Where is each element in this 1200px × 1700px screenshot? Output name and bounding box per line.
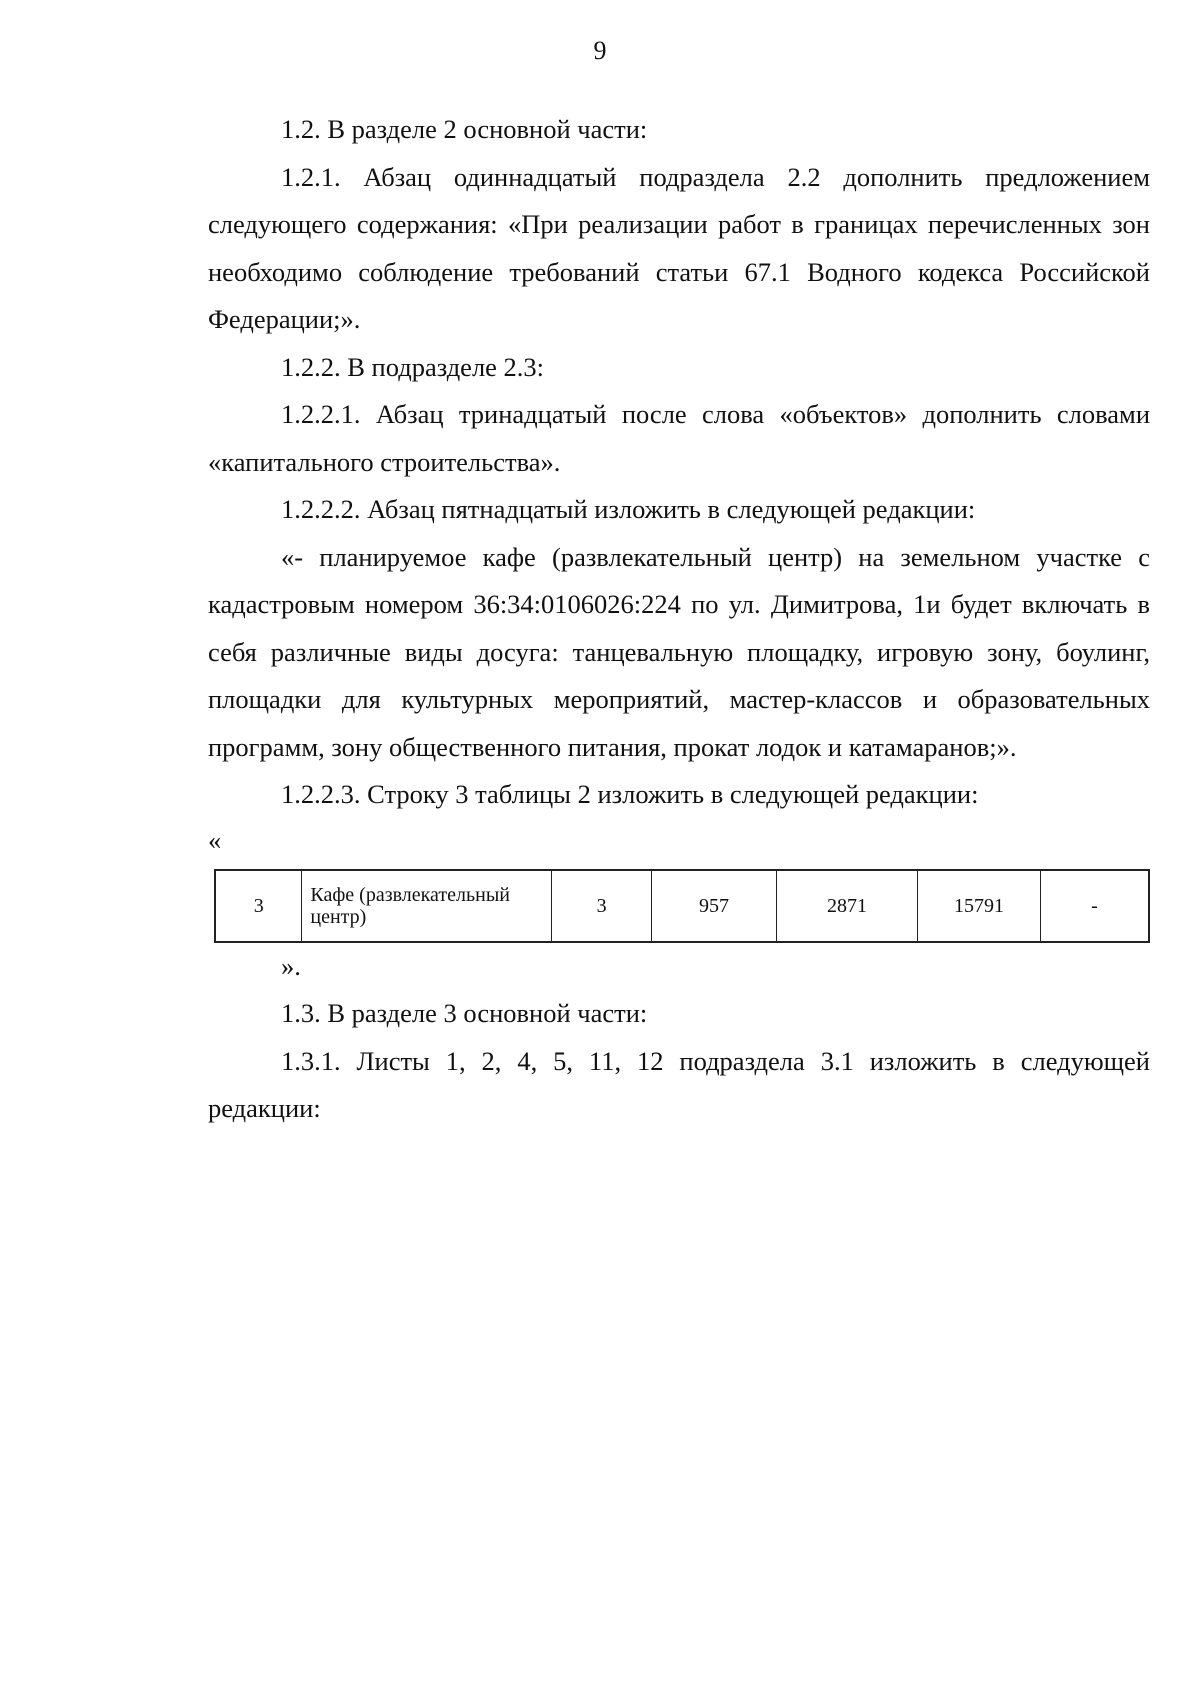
table-cell: 15791 bbox=[918, 870, 1041, 942]
table-row bbox=[215, 870, 1149, 942]
paragraph: 1.2.1. Абзац одиннадцатый подраздела 2.2 дополнить предложением следующего содержания: «При реализации работ в границах перечисленных зон необходимо соблюдение требований статьи 67.1 Водного кодекса Российской Федерации;». bbox=[208, 161, 1150, 334]
paragraph: «- планируемое кафе (развлекательный центр) на земельном участке с кадастровым номером 36:34:0106026:224 по ул. Димитрова, 1и будет включать в себя различные виды досуга: танцевальную площадку, игровую зону, боулинг, площадки для культурных мероприятий, мастер-классов и образовательных программ, зону общественного питания, прокат лодок и катамаранов;». bbox=[208, 541, 1150, 762]
quote-open-mark: « bbox=[208, 824, 222, 855]
paragraph: 1.2.2. В подразделе 2.3: bbox=[281, 351, 545, 382]
table-cell: - bbox=[1040, 870, 1149, 942]
paragraph: 1.2.2.1. Абзац тринадцатый после слова «объектов» дополнить словами «капитального строительства». bbox=[208, 399, 1150, 477]
paragraph: 1.3. В разделе 3 основной части: bbox=[281, 998, 648, 1028]
table-cell-object-name: Кафе (развлекательный центр) bbox=[302, 870, 552, 942]
table-cell: 957 bbox=[652, 870, 777, 942]
paragraph: 1.2. В разделе 2 основной части: bbox=[281, 114, 648, 144]
quote-close-mark: ». bbox=[281, 950, 301, 981]
replacement-table bbox=[214, 869, 1150, 943]
table-cell-row-number: 3 bbox=[215, 870, 302, 942]
table-cell: 3 bbox=[552, 870, 652, 942]
document-body bbox=[208, 106, 1150, 1133]
paragraph: 1.2.2.2. Абзац пятнадцатый изложить в следующей редакции: bbox=[281, 494, 976, 524]
table-container bbox=[214, 869, 1150, 943]
paragraph: 1.2.2.3. Строку 3 таблицы 2 изложить в следующей редакции: bbox=[281, 779, 979, 809]
page-number: 9 bbox=[593, 36, 607, 65]
table-cell: 2871 bbox=[776, 870, 917, 942]
paragraph: 1.3.1. Листы 1, 2, 4, 5, 11, 12 подраздела 3.1 изложить в следующей редакции: bbox=[208, 1045, 1150, 1123]
